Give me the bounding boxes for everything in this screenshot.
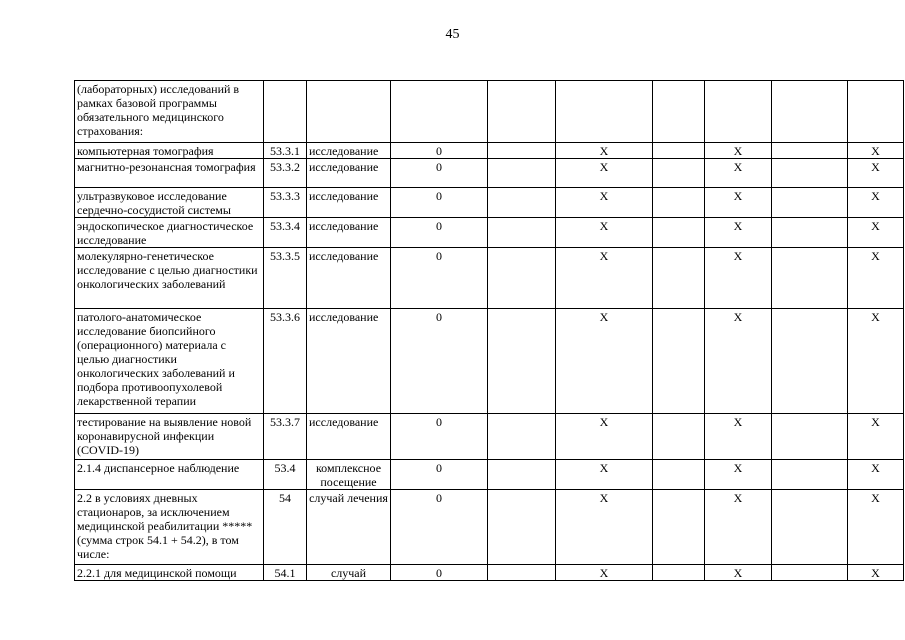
row-empty-cell (488, 143, 556, 159)
row-x-cell: X (705, 490, 772, 565)
row-unit-cell: исследование (307, 218, 391, 248)
row-x-cell: X (705, 159, 772, 188)
row-name-cell: эндоскопическое диагностическое исследование (75, 218, 264, 248)
row-empty-cell (488, 565, 556, 581)
row-value-cell: 0 (391, 460, 488, 490)
row-x-cell: X (848, 460, 904, 490)
row-name-cell: компьютерная томография (75, 143, 264, 159)
row-x-cell: X (848, 414, 904, 460)
row-unit-cell: исследование (307, 248, 391, 309)
row-empty-cell (488, 188, 556, 218)
row-x-cell (705, 81, 772, 143)
row-x-cell: X (556, 414, 653, 460)
row-x-cell: X (556, 565, 653, 581)
row-value-cell: 0 (391, 490, 488, 565)
row-x-cell: X (556, 490, 653, 565)
row-unit-cell: исследование (307, 309, 391, 414)
table-row (75, 414, 904, 460)
row-code-cell: 53.3.5 (264, 248, 307, 309)
row-unit-cell: комплексное посещение (307, 460, 391, 490)
table-row (75, 565, 904, 581)
row-unit-cell: исследование (307, 159, 391, 188)
row-code-cell: 54 (264, 490, 307, 565)
row-x-cell: X (556, 218, 653, 248)
row-x-cell: X (705, 414, 772, 460)
row-empty-cell (772, 490, 848, 565)
row-empty-cell (772, 159, 848, 188)
row-empty-cell (772, 248, 848, 309)
row-value-cell: 0 (391, 309, 488, 414)
row-x-cell: X (848, 490, 904, 565)
row-x-cell: X (705, 143, 772, 159)
row-x-cell: X (848, 248, 904, 309)
row-empty-cell (653, 309, 705, 414)
row-x-cell: X (848, 218, 904, 248)
row-name-cell: 2.2 в условиях дневных стационаров, за исключением медицинской реабилитации ***** (сумма строк 54.1 + 54.2), в том числе: (75, 490, 264, 565)
row-name-cell: магнитно-резонансная томография (75, 159, 264, 188)
data-table (74, 80, 904, 581)
row-x-cell: X (848, 565, 904, 581)
row-code-cell (264, 81, 307, 143)
row-code-cell: 53.4 (264, 460, 307, 490)
row-empty-cell (653, 218, 705, 248)
table-row (75, 218, 904, 248)
row-name-cell: 2.1.4 диспансерное наблюдение (75, 460, 264, 490)
row-empty-cell (488, 218, 556, 248)
row-unit-cell: исследование (307, 143, 391, 159)
row-empty-cell (653, 414, 705, 460)
row-x-cell: X (705, 309, 772, 414)
page-number: 45 (445, 27, 460, 42)
row-name-cell: патолого-анатомическое исследование биопсийного (операционного) материала с целью диагностики онкологических заболеваний и подбора противоопухолевой лекарственной терапии (75, 309, 264, 414)
row-x-cell: X (556, 159, 653, 188)
table-row (75, 248, 904, 309)
row-empty-cell (653, 490, 705, 565)
row-empty-cell (653, 565, 705, 581)
row-code-cell: 54.1 (264, 565, 307, 581)
row-empty-cell (653, 143, 705, 159)
row-x-cell: X (556, 460, 653, 490)
row-empty-cell (653, 460, 705, 490)
row-empty-cell (488, 460, 556, 490)
row-value-cell: 0 (391, 414, 488, 460)
row-value-cell: 0 (391, 565, 488, 581)
row-code-cell: 53.3.3 (264, 188, 307, 218)
row-empty-cell (488, 159, 556, 188)
row-code-cell: 53.3.2 (264, 159, 307, 188)
row-code-cell: 53.3.1 (264, 143, 307, 159)
row-empty-cell (488, 81, 556, 143)
row-empty-cell (772, 218, 848, 248)
row-x-cell: X (848, 309, 904, 414)
row-x-cell: X (848, 159, 904, 188)
row-unit-cell: случай (307, 565, 391, 581)
row-empty-cell (653, 188, 705, 218)
row-value-cell: 0 (391, 248, 488, 309)
row-empty-cell (653, 248, 705, 309)
table-row (75, 490, 904, 565)
row-empty-cell (653, 81, 705, 143)
row-code-cell: 53.3.4 (264, 218, 307, 248)
row-x-cell: X (705, 218, 772, 248)
table-row (75, 81, 904, 143)
row-name-cell: молекулярно-генетическое исследование с целью диагностики онкологических заболеваний (75, 248, 264, 309)
row-value-cell (391, 81, 488, 143)
row-empty-cell (653, 159, 705, 188)
row-empty-cell (772, 414, 848, 460)
row-value-cell: 0 (391, 159, 488, 188)
row-x-cell: X (705, 188, 772, 218)
row-unit-cell: исследование (307, 414, 391, 460)
row-x-cell: X (848, 143, 904, 159)
row-x-cell: X (556, 248, 653, 309)
row-name-cell: 2.2.1 для медицинской помощи (75, 565, 264, 581)
row-value-cell: 0 (391, 218, 488, 248)
row-name-cell: (лабораторных) исследований в рамках базовой программы обязательного медицинского страхования: (75, 81, 264, 143)
row-empty-cell (772, 309, 848, 414)
row-empty-cell (772, 81, 848, 143)
row-x-cell: X (848, 188, 904, 218)
row-name-cell: тестирование на выявление новой коронавирусной инфекции (COVID-19) (75, 414, 264, 460)
table-row (75, 188, 904, 218)
row-code-cell: 53.3.6 (264, 309, 307, 414)
row-x-cell: X (556, 143, 653, 159)
table-row (75, 143, 904, 159)
row-code-cell: 53.3.7 (264, 414, 307, 460)
row-x-cell: X (705, 565, 772, 581)
row-unit-cell: случай лечения (307, 490, 391, 565)
row-empty-cell (488, 309, 556, 414)
row-empty-cell (772, 460, 848, 490)
row-empty-cell (488, 248, 556, 309)
row-empty-cell (488, 414, 556, 460)
table-row (75, 460, 904, 490)
table-row (75, 309, 904, 414)
row-x-cell: X (556, 309, 653, 414)
row-x-cell (848, 81, 904, 143)
row-x-cell: X (705, 460, 772, 490)
row-x-cell: X (556, 188, 653, 218)
row-empty-cell (772, 565, 848, 581)
row-name-cell: ультразвуковое исследование сердечно-сосудистой системы (75, 188, 264, 218)
row-empty-cell (772, 188, 848, 218)
row-unit-cell: исследование (307, 188, 391, 218)
row-value-cell: 0 (391, 188, 488, 218)
row-x-cell: X (705, 248, 772, 309)
table-row (75, 159, 904, 188)
row-value-cell: 0 (391, 143, 488, 159)
row-empty-cell (772, 143, 848, 159)
row-empty-cell (488, 490, 556, 565)
row-x-cell (556, 81, 653, 143)
row-unit-cell (307, 81, 391, 143)
